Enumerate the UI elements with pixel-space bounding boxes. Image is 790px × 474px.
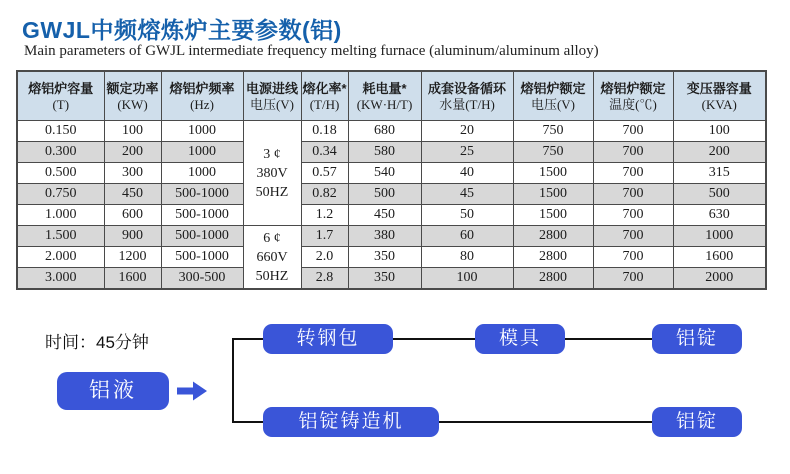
table-header-row bbox=[17, 71, 766, 121]
table-cell: 100 bbox=[104, 121, 161, 142]
table-row bbox=[17, 247, 766, 268]
table-cell: 700 bbox=[593, 268, 673, 290]
column-header: 耗电量* (KW·H/T) bbox=[348, 71, 421, 121]
table-cell: 0.82 bbox=[301, 184, 348, 205]
table-cell: 700 bbox=[593, 163, 673, 184]
table-cell: 2800 bbox=[513, 268, 593, 290]
table-cell: 700 bbox=[593, 205, 673, 226]
table-cell: 0.300 bbox=[17, 142, 104, 163]
column-header: 熔铝炉容量 (T) bbox=[17, 71, 104, 121]
table-cell: 540 bbox=[348, 163, 421, 184]
right-arrow-icon bbox=[177, 381, 207, 401]
column-header: 熔铝炉额定 电压(V) bbox=[513, 71, 593, 121]
connector-vertical bbox=[232, 338, 234, 423]
table-cell: 300 bbox=[104, 163, 161, 184]
table-cell: 80 bbox=[421, 247, 513, 268]
table-cell: 1.2 bbox=[301, 205, 348, 226]
table-cell: 1000 bbox=[673, 226, 766, 247]
table-cell: 1000 bbox=[161, 163, 243, 184]
table-cell: 350 bbox=[348, 247, 421, 268]
table-cell: 20 bbox=[421, 121, 513, 142]
table-cell: 500 bbox=[348, 184, 421, 205]
table-cell: 60 bbox=[421, 226, 513, 247]
table-cell: 200 bbox=[673, 142, 766, 163]
table-cell: 1.7 bbox=[301, 226, 348, 247]
table-row bbox=[17, 205, 766, 226]
table-cell: 500 bbox=[673, 184, 766, 205]
table-cell: 2.000 bbox=[17, 247, 104, 268]
table-cell: 450 bbox=[104, 184, 161, 205]
table-row bbox=[17, 121, 766, 142]
table-cell: 1500 bbox=[513, 163, 593, 184]
table-cell: 45 bbox=[421, 184, 513, 205]
table-cell: 600 bbox=[104, 205, 161, 226]
table-cell: 1000 bbox=[161, 142, 243, 163]
flow-box-mold: 模具 bbox=[475, 324, 565, 354]
table-cell: 3.000 bbox=[17, 268, 104, 290]
table-cell: 0.18 bbox=[301, 121, 348, 142]
power-supply-merged-cell: 3 ¢ 380V 50HZ bbox=[243, 121, 301, 226]
table-cell: 500-1000 bbox=[161, 205, 243, 226]
table-cell: 900 bbox=[104, 226, 161, 247]
table-cell: 100 bbox=[673, 121, 766, 142]
table-cell: 200 bbox=[104, 142, 161, 163]
power-supply-merged-cell: 6 ¢ 660V 50HZ bbox=[243, 226, 301, 290]
table-cell: 350 bbox=[348, 268, 421, 290]
table-cell: 0.34 bbox=[301, 142, 348, 163]
column-header: 熔铝炉频率 (Hz) bbox=[161, 71, 243, 121]
column-header: 变压器容量 (KVA) bbox=[673, 71, 766, 121]
table-cell: 1.500 bbox=[17, 226, 104, 247]
table-cell: 1500 bbox=[513, 184, 593, 205]
table-cell: 700 bbox=[593, 247, 673, 268]
table-row bbox=[17, 226, 766, 247]
table-cell: 680 bbox=[348, 121, 421, 142]
connector-bottom-2 bbox=[437, 421, 656, 423]
table-cell: 1600 bbox=[104, 268, 161, 290]
table-cell: 0.500 bbox=[17, 163, 104, 184]
table-cell: 2800 bbox=[513, 247, 593, 268]
column-header: 熔化率* (T/H) bbox=[301, 71, 348, 121]
flow-box-aluminum-liquid: 铝液 bbox=[57, 372, 169, 410]
table-cell: 0.750 bbox=[17, 184, 104, 205]
table-row bbox=[17, 268, 766, 290]
column-header: 成套设备循环 水量(T/H) bbox=[421, 71, 513, 121]
table-cell: 580 bbox=[348, 142, 421, 163]
page-subtitle: Main parameters of GWJL intermediate frequency melting furnace (aluminum/aluminum alloy) bbox=[24, 43, 599, 59]
flow-box-ladle: 转钢包 bbox=[263, 324, 393, 354]
column-header: 电源进线 电压(V) bbox=[243, 71, 301, 121]
table-cell: 0.150 bbox=[17, 121, 104, 142]
time-label: 时间：45分钟 bbox=[45, 333, 149, 352]
table-cell: 300-500 bbox=[161, 268, 243, 290]
connector-top-3 bbox=[563, 338, 656, 340]
column-header: 熔铝炉额定 温度(℃) bbox=[593, 71, 673, 121]
table-cell: 2.8 bbox=[301, 268, 348, 290]
table-cell: 750 bbox=[513, 121, 593, 142]
table-cell: 500-1000 bbox=[161, 247, 243, 268]
table-cell: 700 bbox=[593, 142, 673, 163]
table-cell: 25 bbox=[421, 142, 513, 163]
table-cell: 700 bbox=[593, 184, 673, 205]
table-cell: 700 bbox=[593, 226, 673, 247]
table-cell: 1600 bbox=[673, 247, 766, 268]
table-cell: 315 bbox=[673, 163, 766, 184]
flow-box-ingot-casting-machine: 铝锭铸造机 bbox=[263, 407, 439, 437]
table-cell: 500-1000 bbox=[161, 184, 243, 205]
table-cell: 450 bbox=[348, 205, 421, 226]
table-cell: 2800 bbox=[513, 226, 593, 247]
table-cell: 2000 bbox=[673, 268, 766, 290]
table-row bbox=[17, 163, 766, 184]
process-flow-diagram bbox=[0, 300, 790, 474]
table-cell: 1200 bbox=[104, 247, 161, 268]
flow-box-ingot-bottom: 铝锭 bbox=[652, 407, 742, 437]
table-cell: 100 bbox=[421, 268, 513, 290]
table-cell: 1.000 bbox=[17, 205, 104, 226]
table-cell: 750 bbox=[513, 142, 593, 163]
table-cell: 1000 bbox=[161, 121, 243, 142]
flow-box-ingot-top: 铝锭 bbox=[652, 324, 742, 354]
table-cell: 700 bbox=[593, 121, 673, 142]
connector-top-2 bbox=[391, 338, 479, 340]
table-cell: 1500 bbox=[513, 205, 593, 226]
table-cell: 40 bbox=[421, 163, 513, 184]
table-row bbox=[17, 142, 766, 163]
column-header: 额定功率 (KW) bbox=[104, 71, 161, 121]
table-body bbox=[17, 121, 766, 290]
table-row bbox=[17, 184, 766, 205]
table-cell: 2.0 bbox=[301, 247, 348, 268]
parameters-table bbox=[16, 70, 767, 290]
page-title: GWJL中频熔炼炉主要参数(铝) bbox=[22, 17, 342, 43]
table-cell: 0.57 bbox=[301, 163, 348, 184]
table-cell: 50 bbox=[421, 205, 513, 226]
table-cell: 380 bbox=[348, 226, 421, 247]
table-cell: 500-1000 bbox=[161, 226, 243, 247]
table-cell: 630 bbox=[673, 205, 766, 226]
